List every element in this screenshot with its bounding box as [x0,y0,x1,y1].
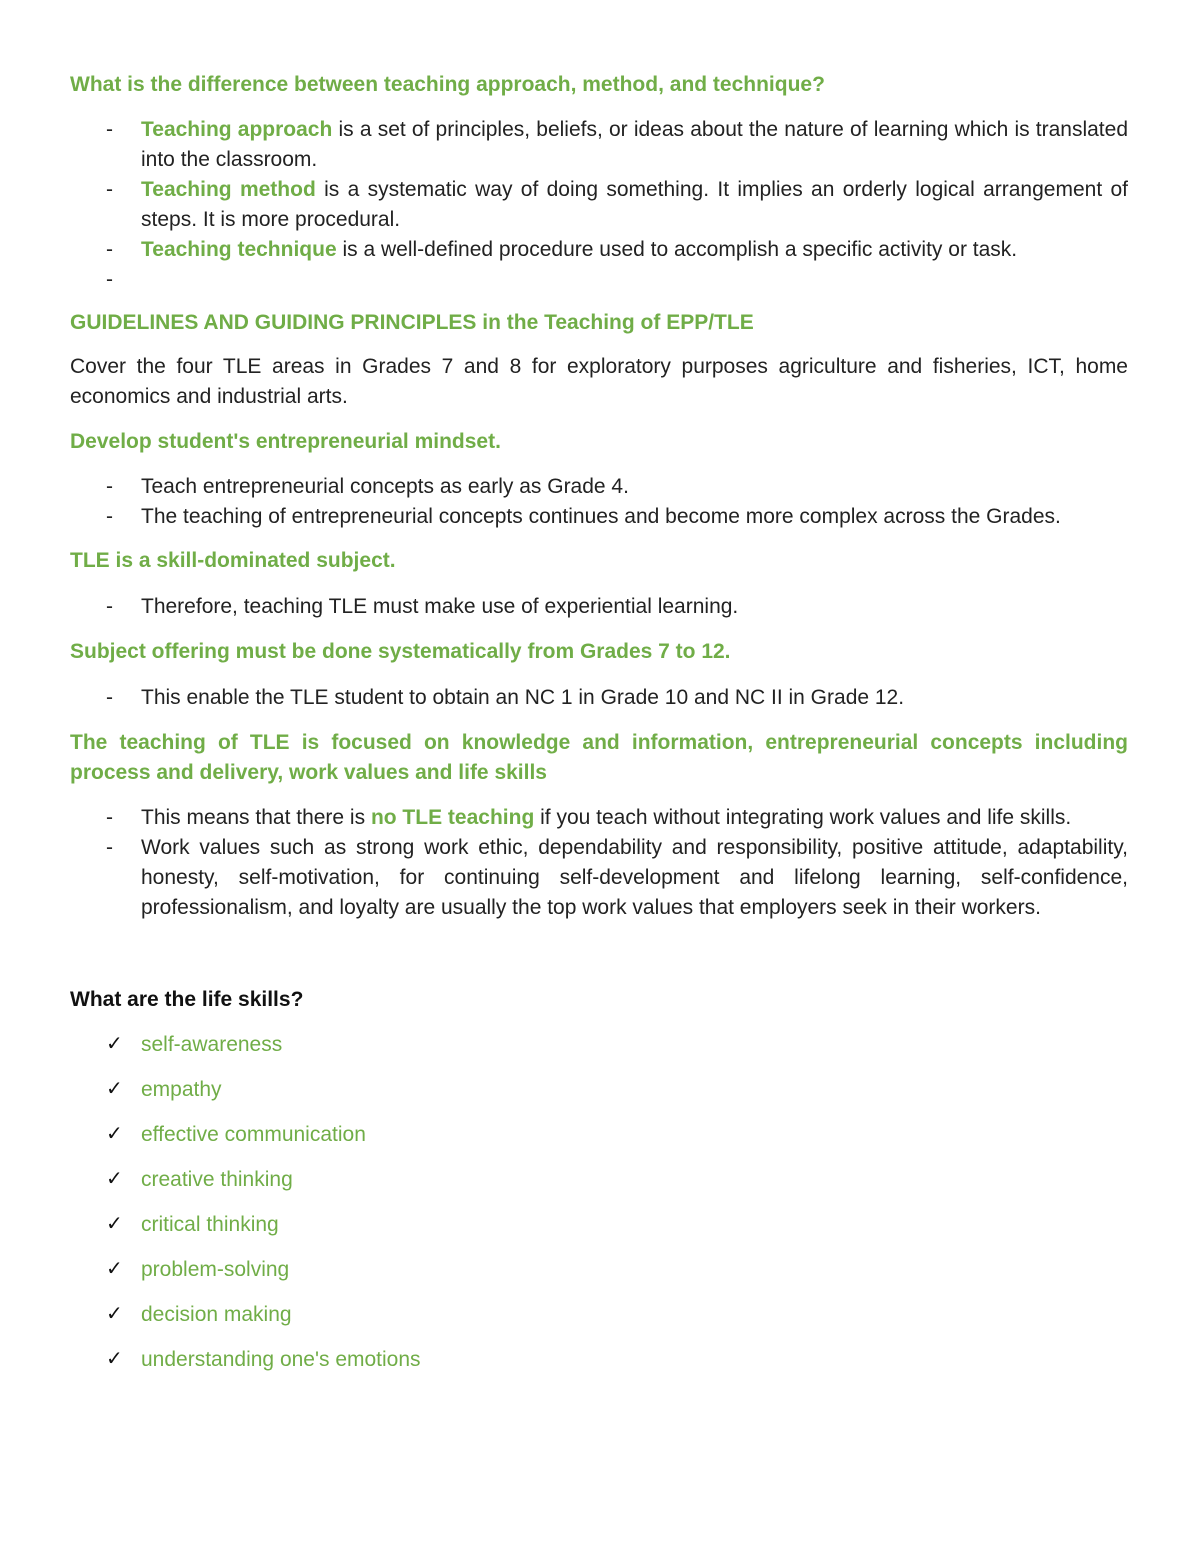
life-skill-item [70,1075,1128,1120]
skill-heading: TLE is a skill-dominated subject. [70,549,396,572]
dash-bullet: - [106,268,113,291]
list-item-empty [70,265,1128,295]
offering-list [70,683,1128,713]
list-item-text: The teaching of entrepreneurial concepts continues and become more complex across the Grades. [141,505,1061,528]
life-skill-item [70,1030,1128,1075]
list-item-text: Work values such as strong work ethic, dependability and responsibility, positive attitude, adaptability, honesty, self-motivation, for continuing self-development and lifelong learning, self-confidence, professionalism, and loyalty are usually the top work values that employers seek in their workers. [141,836,1128,919]
list-item-text: Teach entrepreneurial concepts as early as Grade 4. [141,475,629,498]
checkmark-icon: ✓ [106,1211,123,1235]
checkmark-icon: ✓ [106,1121,123,1145]
list-item [70,115,1128,175]
term-method: Teaching method [141,178,316,201]
life-skill-label: decision making [141,1303,292,1326]
term-technique: Teaching technique [141,238,337,261]
list-item [70,472,1128,502]
dash-bullet: - [106,505,113,528]
guidelines-heading: GUIDELINES AND GUIDING PRINCIPLES in the Teaching of EPP/TLE [70,311,754,334]
dash-bullet: - [106,118,113,141]
dash-bullet: - [106,806,113,829]
list-item-text: Therefore, teaching TLE must make use of experiential learning. [141,595,739,618]
checkmark-icon: ✓ [106,1166,123,1190]
dash-bullet: - [106,836,113,859]
entrepreneurial-heading: Develop student's entrepreneurial mindset. [70,430,501,453]
guidelines-intro: Cover the four TLE areas in Grades 7 and 8 for exploratory purposes agriculture and fisheries, ICT, home economics and industrial arts. [70,355,1128,408]
section1-list [70,115,1128,295]
life-skill-item [70,1120,1128,1165]
list-item [70,235,1128,265]
life-skill-label: critical thinking [141,1213,279,1236]
life-skill-item [70,1210,1128,1255]
list-item [70,833,1128,923]
list-item [70,175,1128,235]
life-skill-label: self-awareness [141,1033,283,1056]
list-item [70,592,1128,622]
list-item [70,502,1128,532]
definition-method: is a systematic way of doing something. It implies an orderly logical arrangement of steps. It is more procedural. [141,178,1128,231]
focus-list [70,803,1128,923]
dash-bullet: - [106,475,113,498]
section1-heading: What is the difference between teaching approach, method, and technique? [70,73,825,96]
list-item-text: if you teach without integrating work values and life skills. [534,806,1072,829]
definition-technique: is a well-defined procedure used to accomplish a specific activity or task. [336,238,1018,261]
life-skill-label: empathy [141,1078,222,1101]
life-skill-label: effective communication [141,1123,366,1146]
checkmark-icon: ✓ [106,1346,123,1370]
list-item-text: This means that there is [141,806,371,829]
list-item-text: This enable the TLE student to obtain an NC 1 in Grade 10 and NC II in Grade 12. [141,686,905,709]
dash-bullet: - [106,686,113,709]
life-skill-item [70,1255,1128,1300]
dash-bullet: - [106,178,113,201]
life-skill-item [70,1165,1128,1210]
life-skill-label: understanding one's emotions [141,1348,421,1371]
life-skills-list [70,1030,1128,1390]
list-item [70,803,1128,833]
checkmark-icon: ✓ [106,1301,123,1325]
skill-list [70,592,1128,622]
document-page [70,70,1128,1390]
life-skill-label: creative thinking [141,1168,293,1191]
life-skill-item [70,1345,1128,1390]
dash-bullet: - [106,238,113,261]
focus-heading: The teaching of TLE is focused on knowledge and information, entrepreneurial concepts including process and delivery, work values and life skills [70,731,1128,784]
list-item [70,683,1128,713]
term-approach: Teaching approach [141,118,333,141]
checkmark-icon: ✓ [106,1076,123,1100]
dash-bullet: - [106,595,113,618]
definition-approach: is a set of principles, beliefs, or ideas about the nature of learning which is translated into the classroom. [141,118,1129,171]
checkmark-icon: ✓ [106,1031,123,1055]
entrepreneurial-list [70,472,1128,532]
life-skill-item [70,1300,1128,1345]
life-skills-heading: What are the life skills? [70,988,304,1011]
life-skill-label: problem-solving [141,1258,290,1281]
checkmark-icon: ✓ [106,1256,123,1280]
offering-heading: Subject offering must be done systematically from Grades 7 to 12. [70,640,731,663]
term-no-tle-teaching: no TLE teaching [370,806,535,829]
